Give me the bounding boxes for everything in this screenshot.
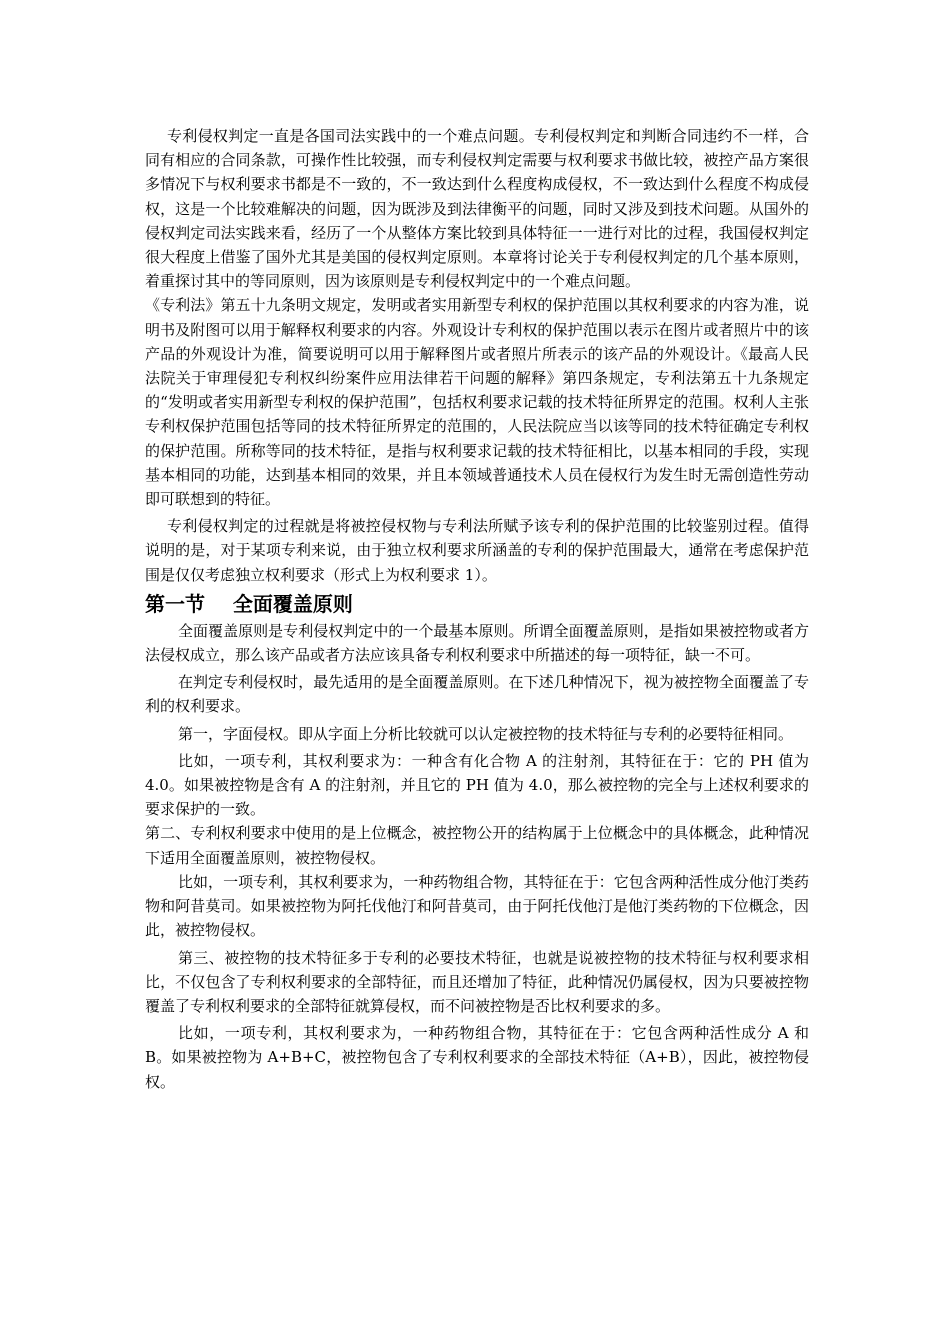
section-heading: 第一节 全面覆盖原则 — [145, 591, 353, 616]
section-paragraph-1: 全面覆盖原则是专利侵权判定中的一个最基本原则。所谓全面覆盖原则，是指如果被控物或者方法侵权成立，那么该产品或者方法应该具备专利权利要求中所描述的每一项特征，缺一不可。 — [145, 621, 809, 665]
document-page — [145, 124, 809, 1094]
section-paragraph-6: 比如，一项专利，其权利要求为，一种药物组合物，其特征在于：它包含两种活性成分他汀类药物和阿昔莫司。如果被控物为阿托伐他汀和阿昔莫司，由于阿托伐他汀是他汀类药物的下位概念，因此，被控物侵权。 — [145, 872, 809, 940]
intro-paragraph-1: 专利侵权判定一直是各国司法实践中的一个难点问题。专利侵权判定和判断合同违约不一样，合同有相应的合同条款，可操作性比较强，而专利侵权判定需要与权利要求书做比较，被控产品方案很多情况下与权利要求书都是不一致的，不一致达到什么程度构成侵权，不一致达到什么程度不构成侵权，这是一个比较难解决的问题，因为既涉及到法律衡平的问题，同时又涉及到技术问题。从国外的侵权判定司法实践来看，经历了一个从整体方案比较到具体特征一一进行对比的过程，我国侵权判定很大程度上借鉴了国外尤其是美国的侵权判定原则。本章将讨论关于专利侵权判定的几个基本原则，着重探讨其中的等同原则，因为该原则是专利侵权判定中的一个难点问题。 — [145, 127, 809, 291]
section-paragraph-3: 第一，字面侵权。即从字面上分析比较就可以认定被控物的技术特征与专利的必要特征相同。 — [178, 724, 794, 743]
section-paragraph-2: 在判定专利侵权时，最先适用的是全面覆盖原则。在下述几种情况下，视为被控物全面覆盖了专利的权利要求。 — [145, 673, 809, 716]
section-paragraph-7: 第三、被控物的技术特征多于专利的必要技术特征，也就是说被控物的技术特征与权利要求相比，不仅包含了专利权利要求的全部特征，而且还增加了特征，此种情况仍属侵权，因为只要被控物覆盖了专利权利要求的全部特征就算侵权，而不问被控物是否比权利要求的多。 — [145, 948, 809, 1015]
intro-paragraph-2: 《专利法》第五十九条明文规定，发明或者实用新型专利权的保护范围以其权利要求的内容为准，说明书及附图可以用于解释权利要求的内容。外观设计专利权的保护范围以表示在图片或者照片中的该产品的外观设计为准，简要说明可以用于解释图片或者照片所表示的该产品的外观设计。《最高人民法院关于审理侵犯专利权纠纷案件应用法律若干问题的解释》第四条规定，专利法第五十九条规定的“发明或者实用新型专利权的保护范围”，包括权利要求记载的技术特征所界定的范围。权利人主张专利权保护范围包括等同的技术特征所界定的范围的，人民法院应当以该等同的技术特征确定专利权的保护范围。所称等同的技术特征，是指与权利要求记载的技术特征相比，以基本相同的手段，实现基本相同的功能，达到基本相同的效果，并且本领域普通技术人员在侵权行为发生时无需创造性劳动即可联想到的特征。 — [145, 296, 809, 509]
section-paragraph-4: 比如，一项专利，其权利要求为：一种含有化合物 A 的注射剂，其特征在于：它的 PH 值为 4.0。如果被控物是含有 A 的注射剂，并且它的 PH 值为 4.0，那么被控物的完全与上述权利要求的要求保护的一致。 — [145, 751, 809, 819]
intro-paragraph-3: 专利侵权判定的过程就是将被控侵权物与专利法所赋予该专利的保护范围的比较鉴别过程。值得说明的是，对于某项专利来说，由于独立权利要求所涵盖的专利的保护范围最大，通常在考虑保护范围是仅仅考虑独立权利要求（形式上为权利要求 1）。 — [145, 517, 809, 584]
section-paragraph-5: 第二、专利权利要求中使用的是上位概念，被控物公开的结构属于上位概念中的具体概念，此种情况下适用全面覆盖原则，被控物侵权。 — [145, 824, 809, 867]
section-paragraph-8: 比如，一项专利，其权利要求为，一种药物组合物，其特征在于：它包含两种活性成分 A 和 B。如果被控物为 A+B+C，被控物包含了专利权利要求的全部技术特征（A+B），因此，被控物侵权。 — [145, 1024, 809, 1091]
